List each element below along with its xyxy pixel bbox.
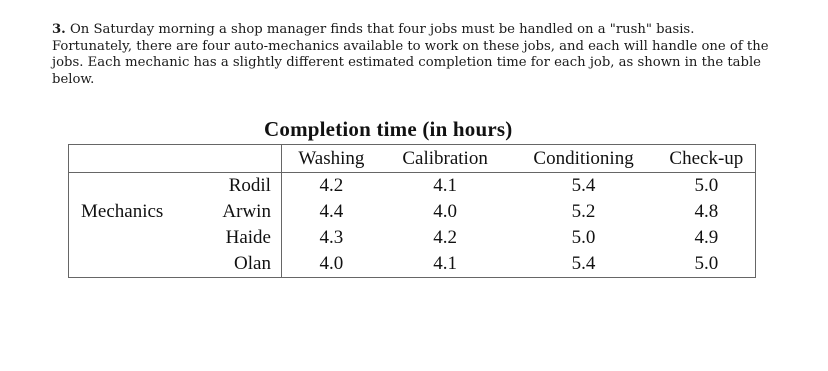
table-cell: 5.2 [571, 201, 596, 222]
table-cell: 5.4 [571, 253, 596, 274]
row-group-label: Mechanics [81, 201, 164, 222]
table-cell: 4.9 [694, 227, 719, 248]
empty-header-cell [69, 145, 210, 173]
mechanic-name: Olan [209, 251, 281, 278]
table-cell: 4.2 [319, 175, 344, 196]
problem-statement [52, 22, 776, 88]
row-group-cell [69, 173, 210, 200]
table-cell: 4.4 [319, 201, 344, 222]
table-cell: 4.0 [319, 253, 344, 274]
table-cell: 5.0 [694, 175, 719, 196]
problem-text: On Saturday morning a shop manager finds that four jobs must be handled on a "rush" basis. Fortunately, there are four auto-mechanics available to work on these jobs, and each will handle one of the jobs. Each mechanic has a slightly different estimated completion time for each job, as shown in the table below. [52, 22, 769, 87]
table-cell: 4.2 [433, 227, 457, 248]
table-cell: 4.0 [433, 201, 457, 222]
completion-time-table [68, 144, 756, 278]
table-row [69, 225, 756, 251]
problem-number: 3. [52, 22, 66, 37]
table-row [69, 173, 756, 200]
row-group-cell [69, 251, 210, 278]
table-cell: 4.8 [694, 201, 719, 222]
table-cell: 4.1 [433, 253, 457, 274]
column-header-washing: Washing [281, 145, 380, 173]
empty-header-cell [209, 145, 281, 173]
table-cell: 5.0 [694, 253, 719, 274]
mechanic-name: Rodil [209, 173, 281, 200]
table-cell: 5.4 [571, 175, 596, 196]
column-header-calibration: Calibration [381, 145, 510, 173]
header-row [69, 145, 756, 173]
mechanic-name: Haide [209, 225, 281, 251]
table-title: Completion time (in hours) [264, 117, 513, 141]
table-cell: 5.0 [571, 227, 596, 248]
column-header-check-up: Check-up [658, 145, 756, 173]
mechanic-name: Arwin [209, 199, 281, 225]
row-group-cell [69, 225, 210, 251]
table-cell: 4.1 [433, 175, 457, 196]
table-cell: 4.3 [319, 227, 344, 248]
table-row [69, 251, 756, 278]
column-header-conditioning: Conditioning [509, 145, 657, 173]
table-row [69, 199, 756, 225]
